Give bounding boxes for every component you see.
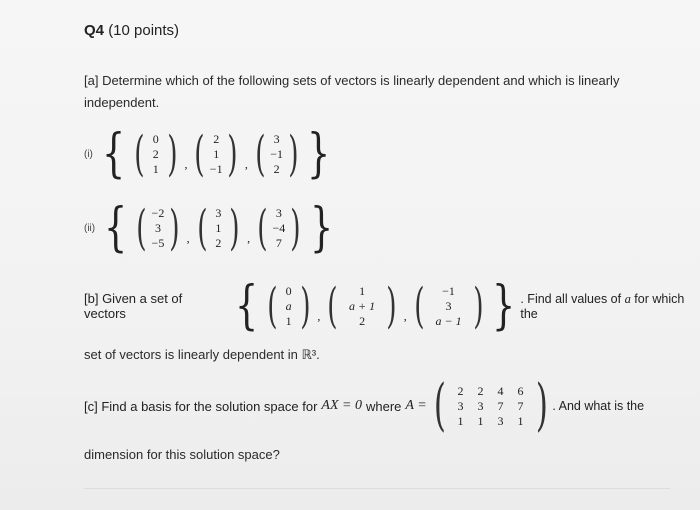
vector-entry: 2 [359,313,366,328]
vector-entry: 1 [359,283,366,298]
part-c-line2: dimension for this solution space? [84,447,280,462]
vector-entry: −5 [151,235,165,250]
matrix-entry: 3 [497,413,504,428]
vector-entry: 7 [275,235,282,250]
part-c-text-after: . And what is the [552,399,645,413]
matrix-entry: 7 [517,398,524,413]
vector: ( 0 a 1 ) [267,278,311,334]
matrix-entry: 2 [457,383,464,398]
matrix-entry: 3 [457,398,464,413]
vector-entry: 2 [215,235,222,250]
part-c-where: where [365,398,402,414]
question-points: (10 points) [108,22,180,39]
vector-entry: a + 1 [349,298,376,313]
matrix-entry: 1 [477,413,484,428]
vector: ( 3 −1 2 ) [255,126,299,182]
matrix-a: ( 2 2 4 6 3 3 7 7 1 1 3 1 ) [433,373,548,438]
vector-entry: 3 [275,205,282,220]
vector-entry: a [285,298,292,313]
part-a-line1: [a] Determine which of the following sets of vectors is linearly dependent and which is linearly [84,73,620,88]
vector-entry: 3 [154,220,161,235]
vector: ( 3 1 2 ) [196,200,240,256]
part-c-text-before: [c] Find a basis for the solution space for [84,398,318,414]
vector-entry: a − 1 [435,313,462,328]
vector: ( 1 a + 1 2 ) [327,278,397,334]
vector-entry: −1 [442,283,455,298]
matrix-entry: 1 [457,413,464,428]
vector-entry: 2 [273,161,280,176]
vector-entry: 2 [213,131,220,146]
matrix-entry: 4 [497,383,504,398]
vector: ( 2 1 −1 ) [194,126,238,182]
vector-entry: 1 [285,313,292,328]
right-brace: } [492,276,516,336]
part-b-line2: set of vectors is linearly dependent in ℝ³. [84,347,320,362]
vector-entry: 0 [152,131,159,146]
set-ii-label: (ii) [84,222,96,234]
part-b-text-after: . Find all values of a for which the [520,291,685,321]
matrix-name: A = [405,398,427,413]
vector-entry: 3 [445,298,452,313]
left-brace: { [234,276,258,336]
part-c-row [84,373,645,438]
vector-entry: 0 [285,283,292,298]
vector-set-ii: (ii) { ( −2 3 −5 ) , ( 3 1 2 ) , ( 3 −4 7 ) } [84,198,333,258]
part-b-row: [b] Given a set of vectors { ( 0 a 1 ) , ( 1 a + 1 2 ) , ( −1 3 a − 1 ) } . Find all values of a for which the [84,280,700,332]
vector-entry: 2 [152,146,159,161]
divider [84,488,670,489]
vector-entry: 1 [215,220,222,235]
vector-entry: −2 [151,205,165,220]
vector-entry: −1 [209,161,223,176]
question-title [84,22,179,39]
vector-entry: 1 [152,161,159,176]
right-brace: } [307,124,331,184]
vector-set-i: (i) { ( 0 2 1 ) , ( 2 1 −1 ) , ( 3 −1 2 ) } [84,124,331,184]
vector-entry: 1 [213,146,220,161]
vector: ( 0 2 1 ) [134,126,178,182]
vector-entry: −4 [272,220,286,235]
vector-entry: 3 [215,205,222,220]
matrix-entry: 2 [477,383,484,398]
part-b-text-before: [b] Given a set of vectors [84,291,183,321]
part-a-text [84,70,664,114]
set-i-label: (i) [84,148,93,160]
vector: ( 3 −4 7 ) [257,200,301,256]
equation: AX = 0 [321,398,362,413]
vector-entry: 3 [273,131,280,146]
question-number: Q4 [84,22,105,39]
matrix-entry: 6 [517,383,524,398]
left-brace: { [104,198,128,258]
part-a-line2: independent. [84,95,160,110]
vector-entry: −1 [270,146,284,161]
matrix-entry: 1 [517,413,524,428]
left-brace: { [101,124,126,184]
matrix-entry: 7 [497,398,504,413]
right-brace: } [309,198,333,258]
matrix-entry: 3 [477,398,484,413]
vector: ( −1 3 a − 1 ) [414,278,484,334]
vector: ( −2 3 −5 ) [136,200,180,256]
